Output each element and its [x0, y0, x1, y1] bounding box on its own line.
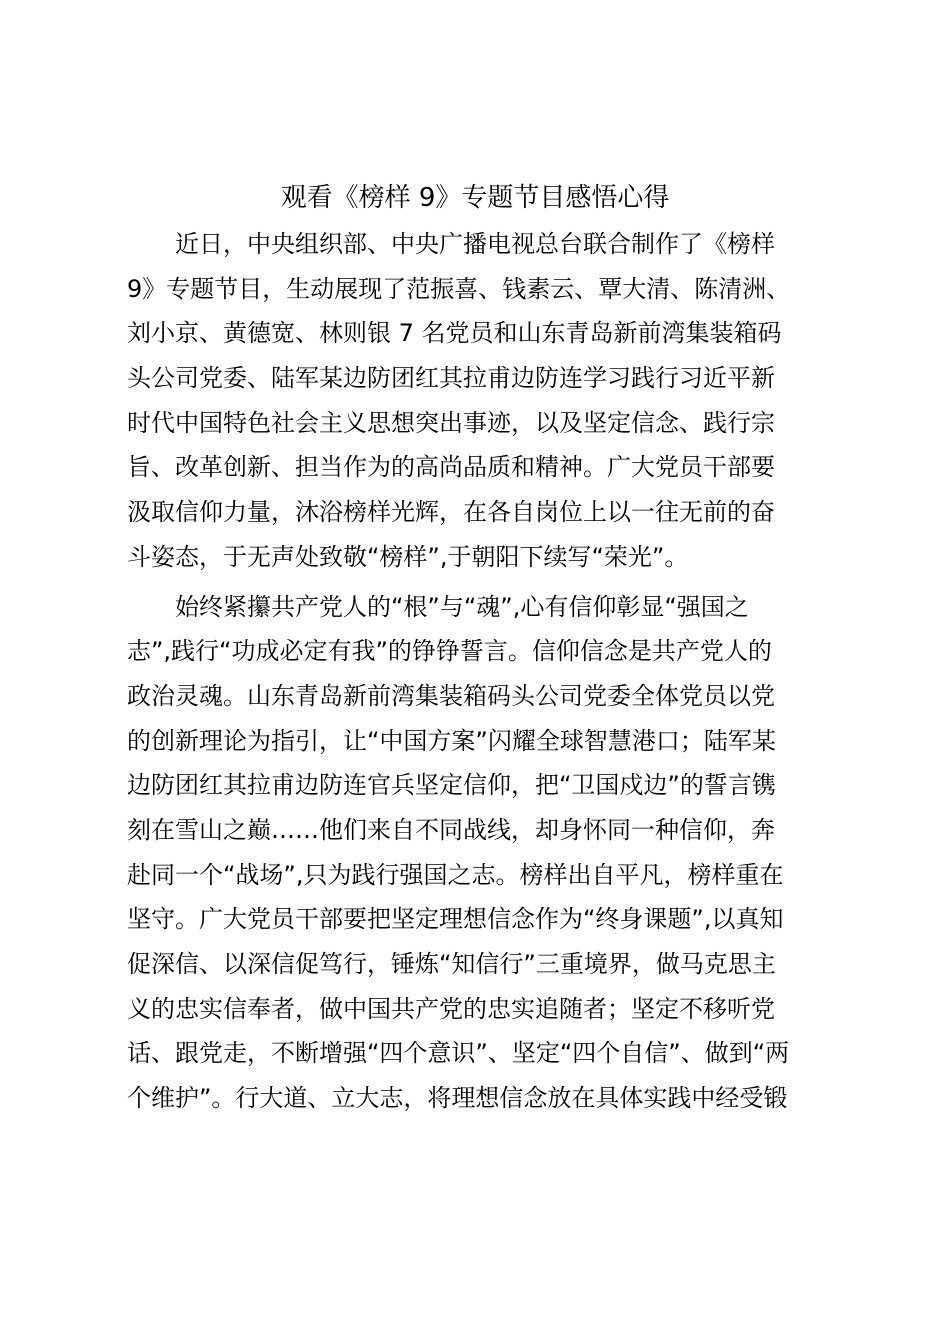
paragraph-1 [127, 222, 832, 580]
text-line: 义的忠实信奉者，做中国共产党的忠实追随者；坚定不移听党 [127, 994, 775, 1023]
text-line: 刻在雪山之巅……他们来自不同战线，却身怀同一种信仰，奔 [127, 815, 775, 844]
text-line: 政治灵魂。山东青岛新前湾集装箱码头公司党委全体党员以党 [127, 681, 775, 710]
text-line: 斗姿态，于无声处致敬“榜样”,于朝阳下续写“荣光”。 [127, 542, 689, 571]
text-line: 志”,践行“功成必定有我”的铮铮誓言。信仰信念是共产党人的 [127, 637, 772, 666]
text-line: 个维护”。行大道、立大志，将理想信念放在具体实践中经受锻 [127, 1084, 788, 1113]
text-line: 近日，中央组织部、中央广播电视总台联合制作了《榜样 [175, 230, 775, 258]
text-line: 旨、改革创新、担当作为的高尚品质和精神。广大党员干部要 [127, 453, 775, 482]
text-line: 刘小京、黄德宽、林则银 7 名党员和山东青岛新前湾集装箱码 [127, 319, 782, 348]
text-line: 坚守。广大党员干部要把坚定理想信念作为“终身课题”,以真知 [127, 905, 784, 934]
text-line: 话、跟党走，不断增强“四个意识”、坚定“四个自信”、做到“两 [127, 1039, 790, 1068]
text-line: 的创新理论为指引，让“中国方案”闪耀全球智慧港口；陆军某 [127, 726, 776, 755]
text-line: 9》专题节目，生动展现了范振喜、钱素云、覃大清、陈清洲、 [127, 274, 791, 303]
text-line: 始终紧攥共产党人的“根”与“魂”,心有信仰彰显“强国之 [175, 592, 749, 621]
text-line: 边防团红其拉甫边防连官兵坚定信仰，把“卫国戍边”的誓言镌 [127, 771, 776, 800]
document-title: 观看《榜样 9》专题节目感悟心得 [280, 183, 670, 213]
text-line: 时代中国特色社会主义思想突出事迹，以及坚定信念、践行宗 [127, 408, 775, 437]
text-line: 头公司党委、陆军某边防团红其拉甫边防连学习践行习近平新 [127, 364, 775, 393]
document-body [127, 222, 832, 1126]
paragraph-2 [127, 585, 832, 1121]
text-line: 赴同一个“战场”,只为践行强国之志。榜样出自平凡，榜样重在 [127, 860, 784, 889]
text-line: 汲取信仰力量，沐浴榜样光辉，在各自岗位上以一往无前的奋 [127, 498, 775, 527]
text-line: 促深信、以深信促笃行，锤炼“知信行”三重境界，做马克思主 [127, 950, 776, 978]
